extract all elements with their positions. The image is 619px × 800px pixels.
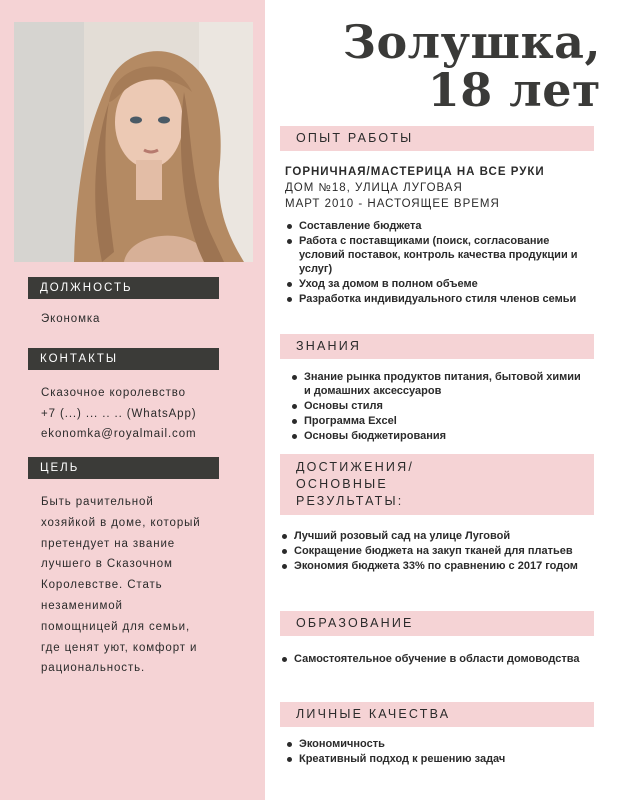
list-item: Экономичность [285, 737, 585, 751]
list-item: Основы бюджетирования [290, 429, 585, 443]
section-heading-position: ДОЛЖНОСТЬ [28, 277, 219, 299]
section-heading-education: ОБРАЗОВАНИЕ [280, 611, 594, 636]
list-item: Знание рынка продуктов питания, бытовой химии и домашних аксессуаров [290, 370, 585, 399]
list-item: Самостоятельное обучение в области домоводства [280, 652, 585, 666]
contact-address: Сказочное королевство [41, 387, 186, 399]
qualities-list [285, 737, 585, 767]
position-value: Экономка [41, 313, 101, 325]
section-heading-experience: ОПЫТ РАБОТЫ [280, 126, 594, 151]
section-heading-qualities: ЛИЧНЫЕ КАЧЕСТВА [280, 702, 594, 727]
list-item: Креативный подход к решению задач [285, 752, 585, 766]
section-heading-achievements: ДОСТИЖЕНИЯ/ ОСНОВНЫЕ РЕЗУЛЬТАТЫ: [280, 454, 594, 515]
section-heading-contacts: КОНТАКТЫ [28, 348, 219, 370]
section-heading-goal: ЦЕЛЬ [28, 457, 219, 479]
list-item: Работа с поставщиками (поиск, согласование условий поставок, контроль качества продукции и услуг) [285, 234, 585, 277]
job-place: ДОМ №18, УЛИЦА ЛУГОВАЯ [285, 182, 463, 194]
list-item: Основы стиля [290, 399, 585, 413]
list-item: Сокращение бюджета на закуп тканей для платьев [280, 544, 585, 558]
goal-text: Быть рачительной хозяйкой в доме, который претендует на звание лучшего в Сказочном Королевстве. Стать незаменимой помощницей для семьи, где ценят уют, комфорт и рациональность. [41, 496, 201, 675]
job-role: ГОРНИЧНАЯ/МАСТЕРИЦА НА ВСЕ РУКИ [285, 166, 545, 178]
title-age: 18 лет [427, 63, 601, 117]
section-heading-knowledge: ЗНАНИЯ [280, 334, 594, 359]
portrait-illustration [14, 22, 253, 262]
knowledge-list [290, 370, 585, 444]
job-period: МАРТ 2010 - НАСТОЯЩЕЕ ВРЕМЯ [285, 198, 500, 210]
contacts-list [41, 383, 197, 445]
list-item: Уход за домом в полном объеме [285, 277, 585, 291]
profile-photo [14, 22, 253, 262]
list-item: Экономия бюджета 33% по сравнению с 2017 годом [280, 559, 585, 573]
list-item: Программа Excel [290, 414, 585, 428]
contact-email: ekonomka@royalmail.com [41, 428, 197, 440]
list-item: Разработка индивидуального стиля членов семьи [285, 292, 585, 306]
education-list [280, 652, 585, 667]
experience-list [285, 219, 585, 307]
title-name: Золушка, [342, 15, 601, 69]
job-details [285, 164, 545, 212]
page-title [342, 15, 601, 117]
list-item: Составление бюджета [285, 219, 585, 233]
list-item: Лучший розовый сад на улице Луговой [280, 529, 585, 543]
contact-phone: +7 (...) ... .. .. (WhatsApp) [41, 407, 197, 420]
achievements-list [280, 529, 585, 574]
